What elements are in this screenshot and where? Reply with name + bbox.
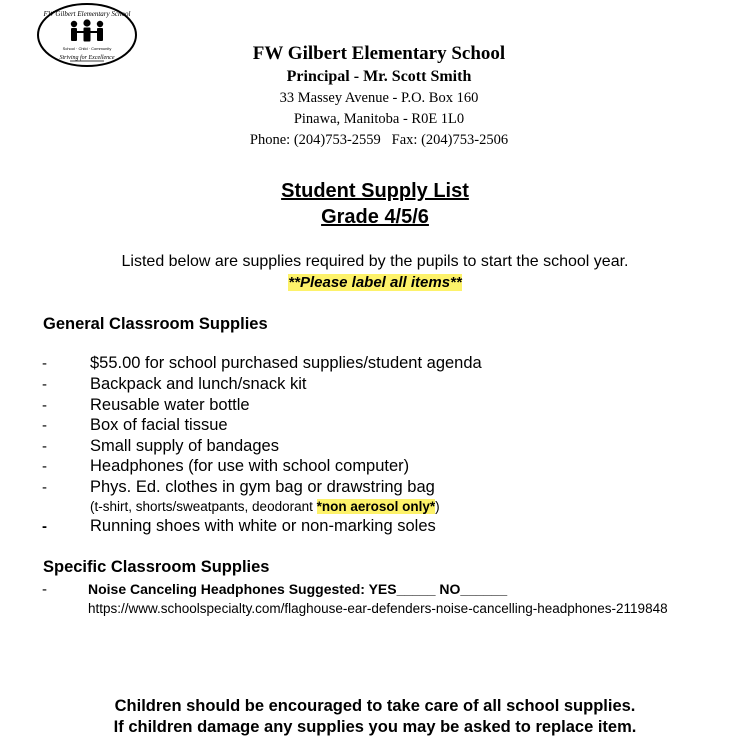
school-logo-graphic xyxy=(36,2,138,68)
address-line-2: Pinawa, Manitoba - R0E 1L0 xyxy=(293,111,465,127)
list-item: Backpack and lunch/snack kit xyxy=(90,375,307,393)
principal-name: Principal - Mr. Scott Smith xyxy=(286,68,472,85)
grade-title: Grade 4/5/6 xyxy=(321,206,429,228)
list-bullet: - xyxy=(42,438,47,455)
school-header xyxy=(220,41,538,151)
pe-note-highlight: *non aerosol only* xyxy=(316,499,436,514)
list-bullet: - xyxy=(42,518,47,535)
list-bullet: - xyxy=(42,376,47,393)
label-note-highlight: **Please label all items** xyxy=(288,274,462,291)
list-bullet: - xyxy=(42,479,47,496)
general-supplies-heading: General Classroom Supplies xyxy=(43,315,268,333)
list-item: Small supply of bandages xyxy=(90,437,279,455)
school-name: FW Gilbert Elementary School xyxy=(252,43,506,64)
list-item: Headphones (for use with school computer) xyxy=(90,457,410,475)
list-item: Reusable water bottle xyxy=(90,396,250,414)
pe-note-suffix: ) xyxy=(435,499,440,514)
footer-line-1: Children should be encouraged to take care of all school supplies. xyxy=(114,697,636,715)
list-item: Phys. Ed. clothes in gym bag or drawstring bag xyxy=(90,478,435,496)
pe-clothes-note xyxy=(90,499,440,514)
phone-fax: Phone: (204)753-2559 Fax: (204)753-2506 xyxy=(249,132,509,148)
list-item: Running shoes with white or non-marking soles xyxy=(90,517,436,535)
list-bullet: - xyxy=(42,417,47,434)
list-bullet: - xyxy=(42,397,47,414)
list-item: $55.00 for school purchased supplies/student agenda xyxy=(90,354,482,372)
logo-top-text: FW Gilbert Elementary School xyxy=(43,10,131,18)
specific-supplies-heading: Specific Classroom Supplies xyxy=(43,558,270,576)
logo-bottom-text: Striving for Excellence xyxy=(59,55,115,61)
list-bullet: - xyxy=(42,581,47,598)
list-item: Box of facial tissue xyxy=(90,416,228,434)
label-note xyxy=(0,274,750,291)
list-bullet: - xyxy=(42,355,47,372)
list-bullet: - xyxy=(42,458,47,475)
family-figures-icon xyxy=(71,19,103,41)
document-title: Student Supply List xyxy=(281,180,469,202)
footer-line-2: If children damage any supplies you may be asked to replace item. xyxy=(113,718,637,736)
address-line-1: 33 Massey Avenue - P.O. Box 160 xyxy=(279,90,479,106)
headphones-url: https://www.schoolspecialty.com/flaghouse-ear-defenders-noise-cancelling-headphones-2119848 xyxy=(88,601,668,616)
intro-text: Listed below are supplies required by the pupils to start the school year. xyxy=(121,253,629,270)
headphones-suggestion: Noise Canceling Headphones Suggested: YES_____ NO______ xyxy=(88,581,508,597)
school-logo xyxy=(36,2,138,68)
logo-middle-text: School · Child · Community xyxy=(62,46,112,51)
pe-note-prefix: (t-shirt, shorts/sweatpants, deodorant xyxy=(90,499,317,514)
